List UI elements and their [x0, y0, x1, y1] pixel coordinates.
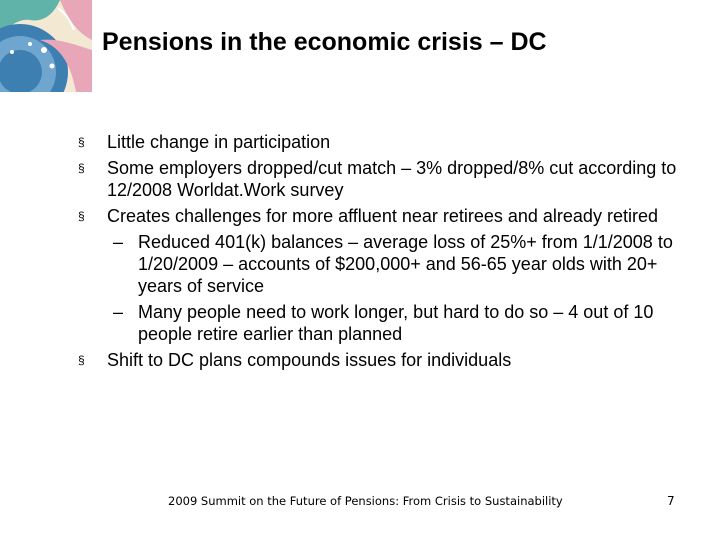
page-number: 7	[667, 494, 675, 508]
sub-bullet-marker: –	[113, 302, 124, 322]
bullet-item	[78, 349, 678, 371]
sub-bullet-item	[78, 301, 678, 345]
bullet-item	[78, 205, 678, 227]
bullet-text: Little change in participation	[107, 132, 331, 152]
sub-bullet-text: Reduced 401(k) balances – average loss of 25%+ from 1/1/2008 to 1/20/2009 – accounts of $200,000+ and 56-65 year olds with 20+ years of service	[138, 232, 673, 296]
bullet-marker: §	[78, 209, 85, 223]
slide-title: Pensions in the economic crisis – DC	[102, 28, 547, 56]
bullet-text: Creates challenges for more affluent near retirees and already retired	[107, 206, 658, 226]
slide-footer: 2009 Summit on the Future of Pensions: From Crisis to Sustainability	[168, 494, 563, 508]
bullet-marker: §	[78, 161, 85, 175]
bullet-marker: §	[78, 353, 85, 367]
bullet-item	[78, 157, 678, 201]
sub-bullet-text: Many people need to work longer, but hard to do so – 4 out of 10 people retire earlier than planned	[138, 302, 654, 344]
sub-bullet-item	[78, 231, 678, 297]
bullet-text: Shift to DC plans compounds issues for individuals	[107, 350, 512, 370]
bullet-marker: §	[78, 135, 85, 149]
corner-decoration-image	[0, 0, 92, 92]
bullet-text: Some employers dropped/cut match – 3% dropped/8% cut according to 12/2008 Worldat.Work survey	[107, 158, 677, 200]
sub-bullet-marker: –	[113, 232, 124, 252]
bullet-list	[78, 131, 678, 375]
bullet-item	[78, 131, 678, 153]
